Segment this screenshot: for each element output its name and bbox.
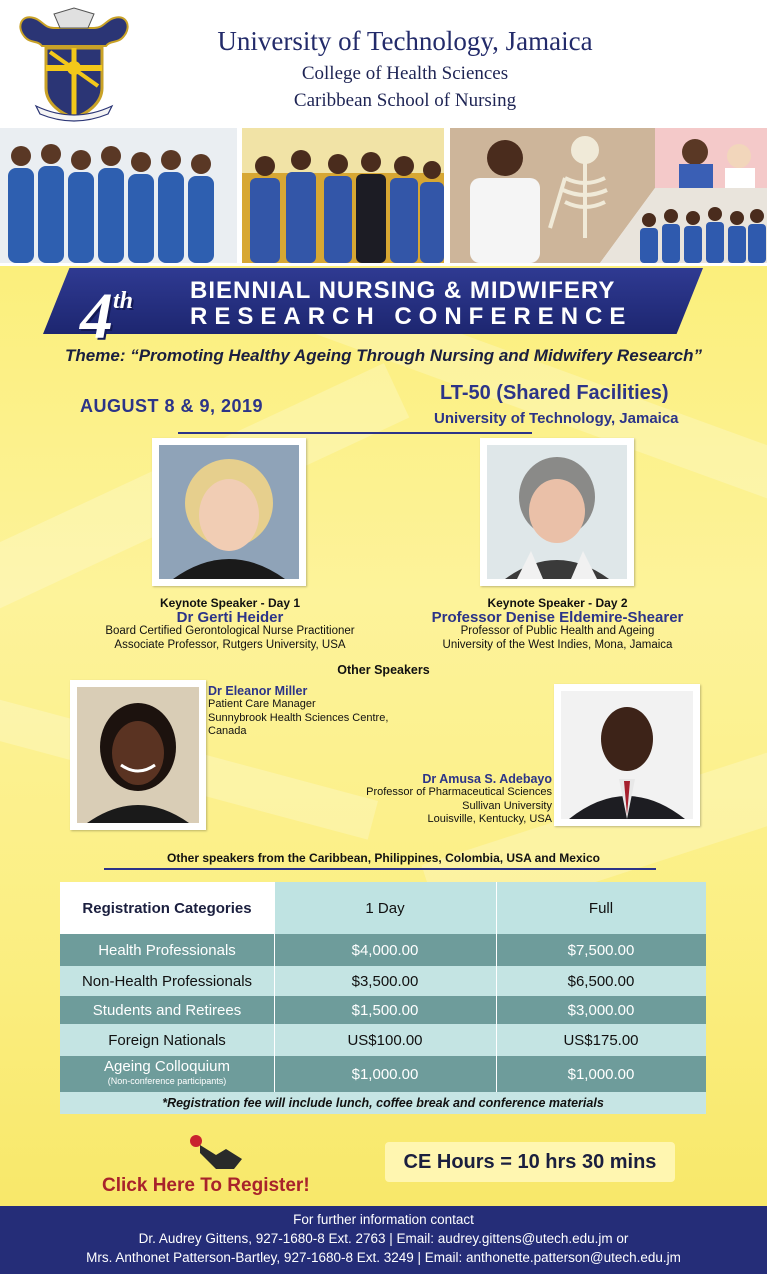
speaker-adebayo-photo <box>554 684 700 826</box>
row-full: $7,500.00 <box>567 941 635 959</box>
column-divider <box>496 882 497 1096</box>
students-group-photo <box>242 128 444 263</box>
table-row <box>60 1024 706 1056</box>
registration-note: *Registration fee will include lunch, coffee break and conference materials <box>60 1092 706 1114</box>
edition-number: 4th <box>80 280 134 353</box>
university-name: University of Technology, Jamaica <box>217 26 593 56</box>
keynote-1-photo <box>152 438 306 586</box>
row-1-day: $4,000.00 <box>351 941 419 959</box>
speaker-adebayo-location: Louisville, Kentucky, USA <box>427 813 552 825</box>
keynote-2-photo <box>480 438 634 586</box>
photo-strip <box>0 126 767 266</box>
other-speakers-heading: Other Speakers <box>337 663 430 677</box>
contact-heading: For further information contact <box>293 1212 474 1227</box>
row-category: Health Professionals <box>60 934 274 966</box>
conference-date: AUGUST 8 & 9, 2019 <box>80 396 264 416</box>
registration-table <box>60 882 706 1114</box>
row-category-name: Ageing Colloquium <box>104 1058 230 1075</box>
row-1-day: $3,500.00 <box>351 972 419 990</box>
header-1-day: 1 Day <box>274 882 496 934</box>
header-full: Full <box>496 882 706 934</box>
row-category <box>60 1056 274 1092</box>
banner-line-2: RESEARCH CONFERENCE <box>190 303 633 330</box>
keynote-2-role: Keynote Speaker - Day 2 <box>487 596 628 610</box>
row-full: US$175.00 <box>563 1031 639 1049</box>
speaker-adebayo-org: Sullivan University <box>462 799 552 812</box>
speaker-adebayo <box>300 772 552 827</box>
speaker-miller-country: Canada <box>208 725 247 737</box>
keynote-2 <box>400 596 715 652</box>
college-name: College of Health Sciences <box>301 63 509 84</box>
header <box>0 0 767 126</box>
keynote-2-affiliation: University of the West Indies, Mona, Jamaica <box>442 638 673 651</box>
row-category-sub: (Non-conference participants) <box>107 1076 227 1086</box>
nurse-child-photo <box>655 128 767 188</box>
nursing-students-photo <box>600 188 767 263</box>
header-categories: Registration Categories <box>60 882 274 934</box>
column-divider <box>274 882 275 1096</box>
row-1-day: US$100.00 <box>347 1031 423 1049</box>
row-category: Students and Retirees <box>60 996 274 1024</box>
conference-venue: LT-50 (Shared Facilities) <box>440 382 669 404</box>
speaker-miller-org: Sunnybrook Health Sciences Centre, <box>208 711 389 724</box>
contact-patterson-bartley: Mrs. Anthonet Patterson-Bartley, 927-1680-8 Ext. 3249 | Email: anthonette.patterson@utech.edu.jm <box>86 1250 681 1265</box>
hand-pointer-icon[interactable] <box>186 1133 246 1171</box>
speaker-miller-name: Dr Eleanor Miller <box>208 684 308 698</box>
table-row <box>60 1056 706 1092</box>
row-full: $6,500.00 <box>567 972 635 990</box>
keynote-1-role: Keynote Speaker - Day 1 <box>159 596 301 610</box>
speaker-miller <box>208 684 448 739</box>
contact-footer <box>0 1206 767 1274</box>
row-1-day: $1,500.00 <box>351 1001 419 1019</box>
register-button[interactable]: Click Here To Register! <box>102 1175 310 1196</box>
other-countries-note: Other speakers from the Caribbean, Philippines, Colombia, USA and Mexico <box>167 851 600 865</box>
row-full: $3,000.00 <box>567 1001 635 1019</box>
row-category: Foreign Nationals <box>108 1031 226 1049</box>
table-row <box>60 996 706 1024</box>
keynote-2-name: Professor Denise Eldemire-Shearer <box>431 609 684 626</box>
keynote-1-name: Dr Gerti Heider <box>176 609 284 626</box>
divider <box>178 432 532 434</box>
contact-gittens: Dr. Audrey Gittens, 927-1680-8 Ext. 2763 | Email: audrey.gittens@utech.edu.jm or <box>138 1231 629 1246</box>
keynote-1 <box>60 596 400 652</box>
school-name: Caribbean School of Nursing <box>293 90 517 111</box>
row-full: $1,000.00 <box>567 1065 635 1083</box>
speaker-miller-photo <box>70 680 206 830</box>
banner-line-1: BIENNIAL NURSING & MIDWIFERY <box>190 277 616 304</box>
university-crest-logo <box>14 6 134 122</box>
divider <box>104 868 656 870</box>
keynote-1-title: Board Certified Gerontological Nurse Practitioner <box>105 625 355 637</box>
table-row <box>60 966 706 996</box>
conference-theme: Theme: “Promoting Healthy Ageing Through Nursing and Midwifery Research” <box>65 346 702 365</box>
keynote-1-affiliation: Associate Professor, Rutgers University, USA <box>114 638 346 651</box>
table-row <box>60 934 706 966</box>
venue-subtitle: University of Technology, Jamaica <box>434 410 679 427</box>
speaker-adebayo-name: Dr Amusa S. Adebayo <box>422 772 552 786</box>
nurses-group-photo <box>0 128 237 263</box>
row-1-day: $1,000.00 <box>351 1065 419 1083</box>
ce-hours-badge: CE Hours = 10 hrs 30 mins <box>385 1142 675 1182</box>
speaker-miller-role: Patient Care Manager <box>208 698 316 710</box>
speaker-adebayo-role: Professor of Pharmaceutical Sciences <box>366 786 552 798</box>
keynote-2-title: Professor of Public Health and Ageing <box>460 625 655 637</box>
row-category: Non-Health Professionals <box>81 972 253 990</box>
